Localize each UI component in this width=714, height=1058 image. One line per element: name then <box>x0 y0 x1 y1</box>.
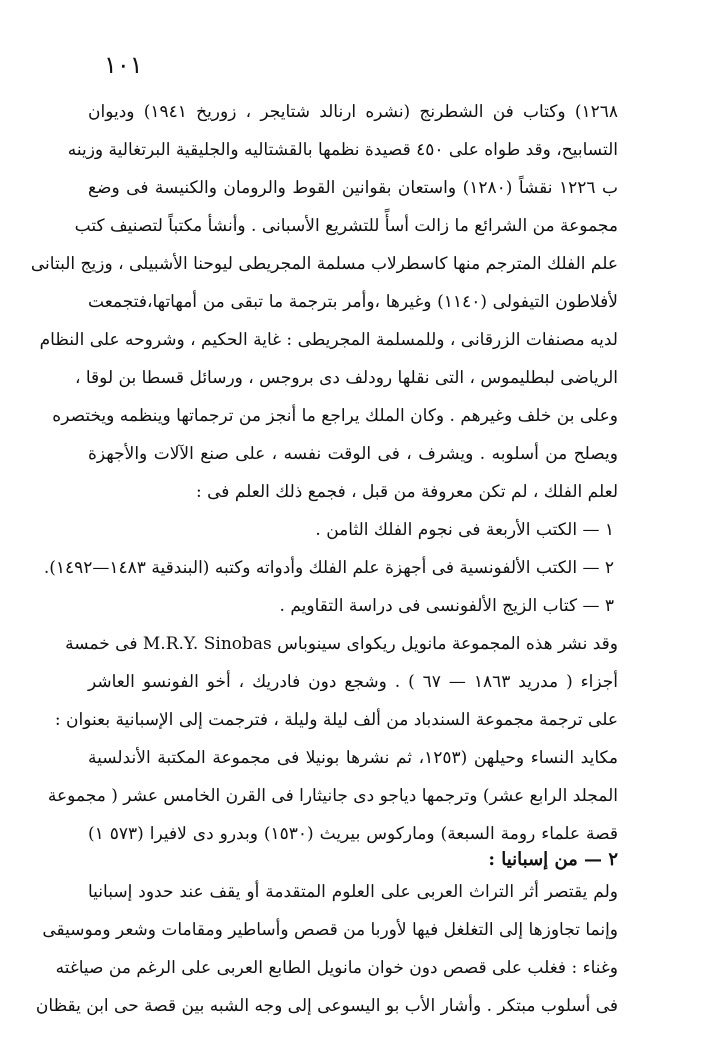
paragraph-3-line: ولم يقتصر أثر التراث العربى على العلوم المتقدمة أو يقف عند حدود إسبانيا <box>88 882 618 902</box>
paragraph-3-line: فى أسلوب مبتكر . وأشار الأب بو اليسوعى إلى وجه الشبه بين قصة حى ابن يقظان <box>35 996 618 1016</box>
paragraph-2-line: مكايد النساء وحيلهن (١٢٥٣، ثم نشرها بونيلا فى مجموعة المكتبة الأندلسية <box>88 748 618 768</box>
paragraph-3-line: وغناء : فغلب على قصص دون خوان مانويل الطابع العربى على الرغم من صياغته <box>55 958 618 978</box>
paragraph-2-line: أجزاء ( مدريد ١٨٦٣ — ٦٧ ) . وشجع دون فادريك ، أخو الفونسو العاشر <box>88 672 618 692</box>
paragraph-1-line: وعلى بن خلف وغيرهم . وكان الملك يراجع ما أنجز من ترجماتها وينظمه ويختصره <box>52 406 618 426</box>
page-number: ١٠١ <box>104 51 143 79</box>
paragraph-1-line: ب ١٢٢٦ نقشاً (١٢٨٠) واستعان بقوانين القوط والرومان والكنيسة فى وضع <box>88 178 618 198</box>
paragraph-1-line: لعلم الفلك ، لم تكن معروفة من قبل ، فجمع ذلك العلم فى : <box>196 482 618 502</box>
paragraph-1-line: مجموعة من الشرائع ما زالت أسأً للتشريع الأسبانى . وأنشأ مكتباً لتصنيف كتب <box>74 216 618 236</box>
paragraph-1-line: لأفلاطون التيفولى (١١٤٠) وغيرها ،وأمر بترجمة ما تبقى من أمهاتها،فتجمعت <box>88 292 618 312</box>
paragraph-1-line: التسابيح، وقد طواه على ٤٥٠ قصيدة نظمها بالقشتاليه والجليقية البرتغالية وزينه <box>67 140 618 160</box>
list-item: ٢ — الكتب الألفونسية فى أجهزة علم الفلك وأدواته وكتبه (البندقية ١٤٨٣—١٤٩٢). <box>43 558 614 578</box>
paragraph-1-line: الرياضى لبطليموس ، التى نقلها رودلف دى بروجس ، ورسائل قسطا بن لوقا ، <box>74 368 618 388</box>
paragraph-2-line: المجلد الرابع عشر) وترجمها دياجو دى جانيثارا فى القرن الخامس عشر ( مجموعة <box>47 786 618 806</box>
list-item: ٣ — كتاب الزيج الألفونسى فى دراسة التقاويم . <box>279 596 614 616</box>
paragraph-1-line: علم الفلك المترجم منها كاسطرلاب مسلمة المجريطى ليوحنا الأشبيلى ، وزيج البتانى <box>30 254 618 274</box>
section-heading: ٢ — من إسبانيا : <box>488 849 618 870</box>
paragraph-3-line: وإنما تجاوزها إلى التغلغل فيها لأوربا من قصص وأساطير ومقامات وشعر وموسيقى <box>42 920 618 940</box>
paragraph-2-line: على ترجمة مجموعة السندباد من ألف ليلة وليلة ، فترجمت إلى الإسبانية بعنوان : <box>54 710 618 730</box>
paragraph-1-line: ١٢٦٨) وكتاب فن الشطرنج (نشره ارنالد شتايجر ، زوريخ ١٩٤١) وديوان <box>88 102 618 122</box>
list-item: ١ — الكتب الأربعة فى نجوم الفلك الثامن . <box>315 520 614 540</box>
paragraph-1-line: لديه مصنفات الزرقانى ، وللمسلمة المجريطى : غاية الحكيم ، وشروحه على النظام <box>39 330 618 350</box>
paragraph-1-line: ويصلح من أسلوبه . ويشرف ، فى الوقت نفسه ، على صنع الآلات والأجهزة <box>88 444 618 464</box>
paragraph-2-line: قصة علماء رومة السبعة) وماركوس بيريث (١٥٣٠) وبدرو دى لافيرا (٥٧٣ ١) <box>88 824 618 844</box>
paragraph-2-line: وقد نشر هذه المجموعة مانويل ريكواى سينوباس M.R.Y. Sinobas فى خمسة <box>65 634 618 654</box>
